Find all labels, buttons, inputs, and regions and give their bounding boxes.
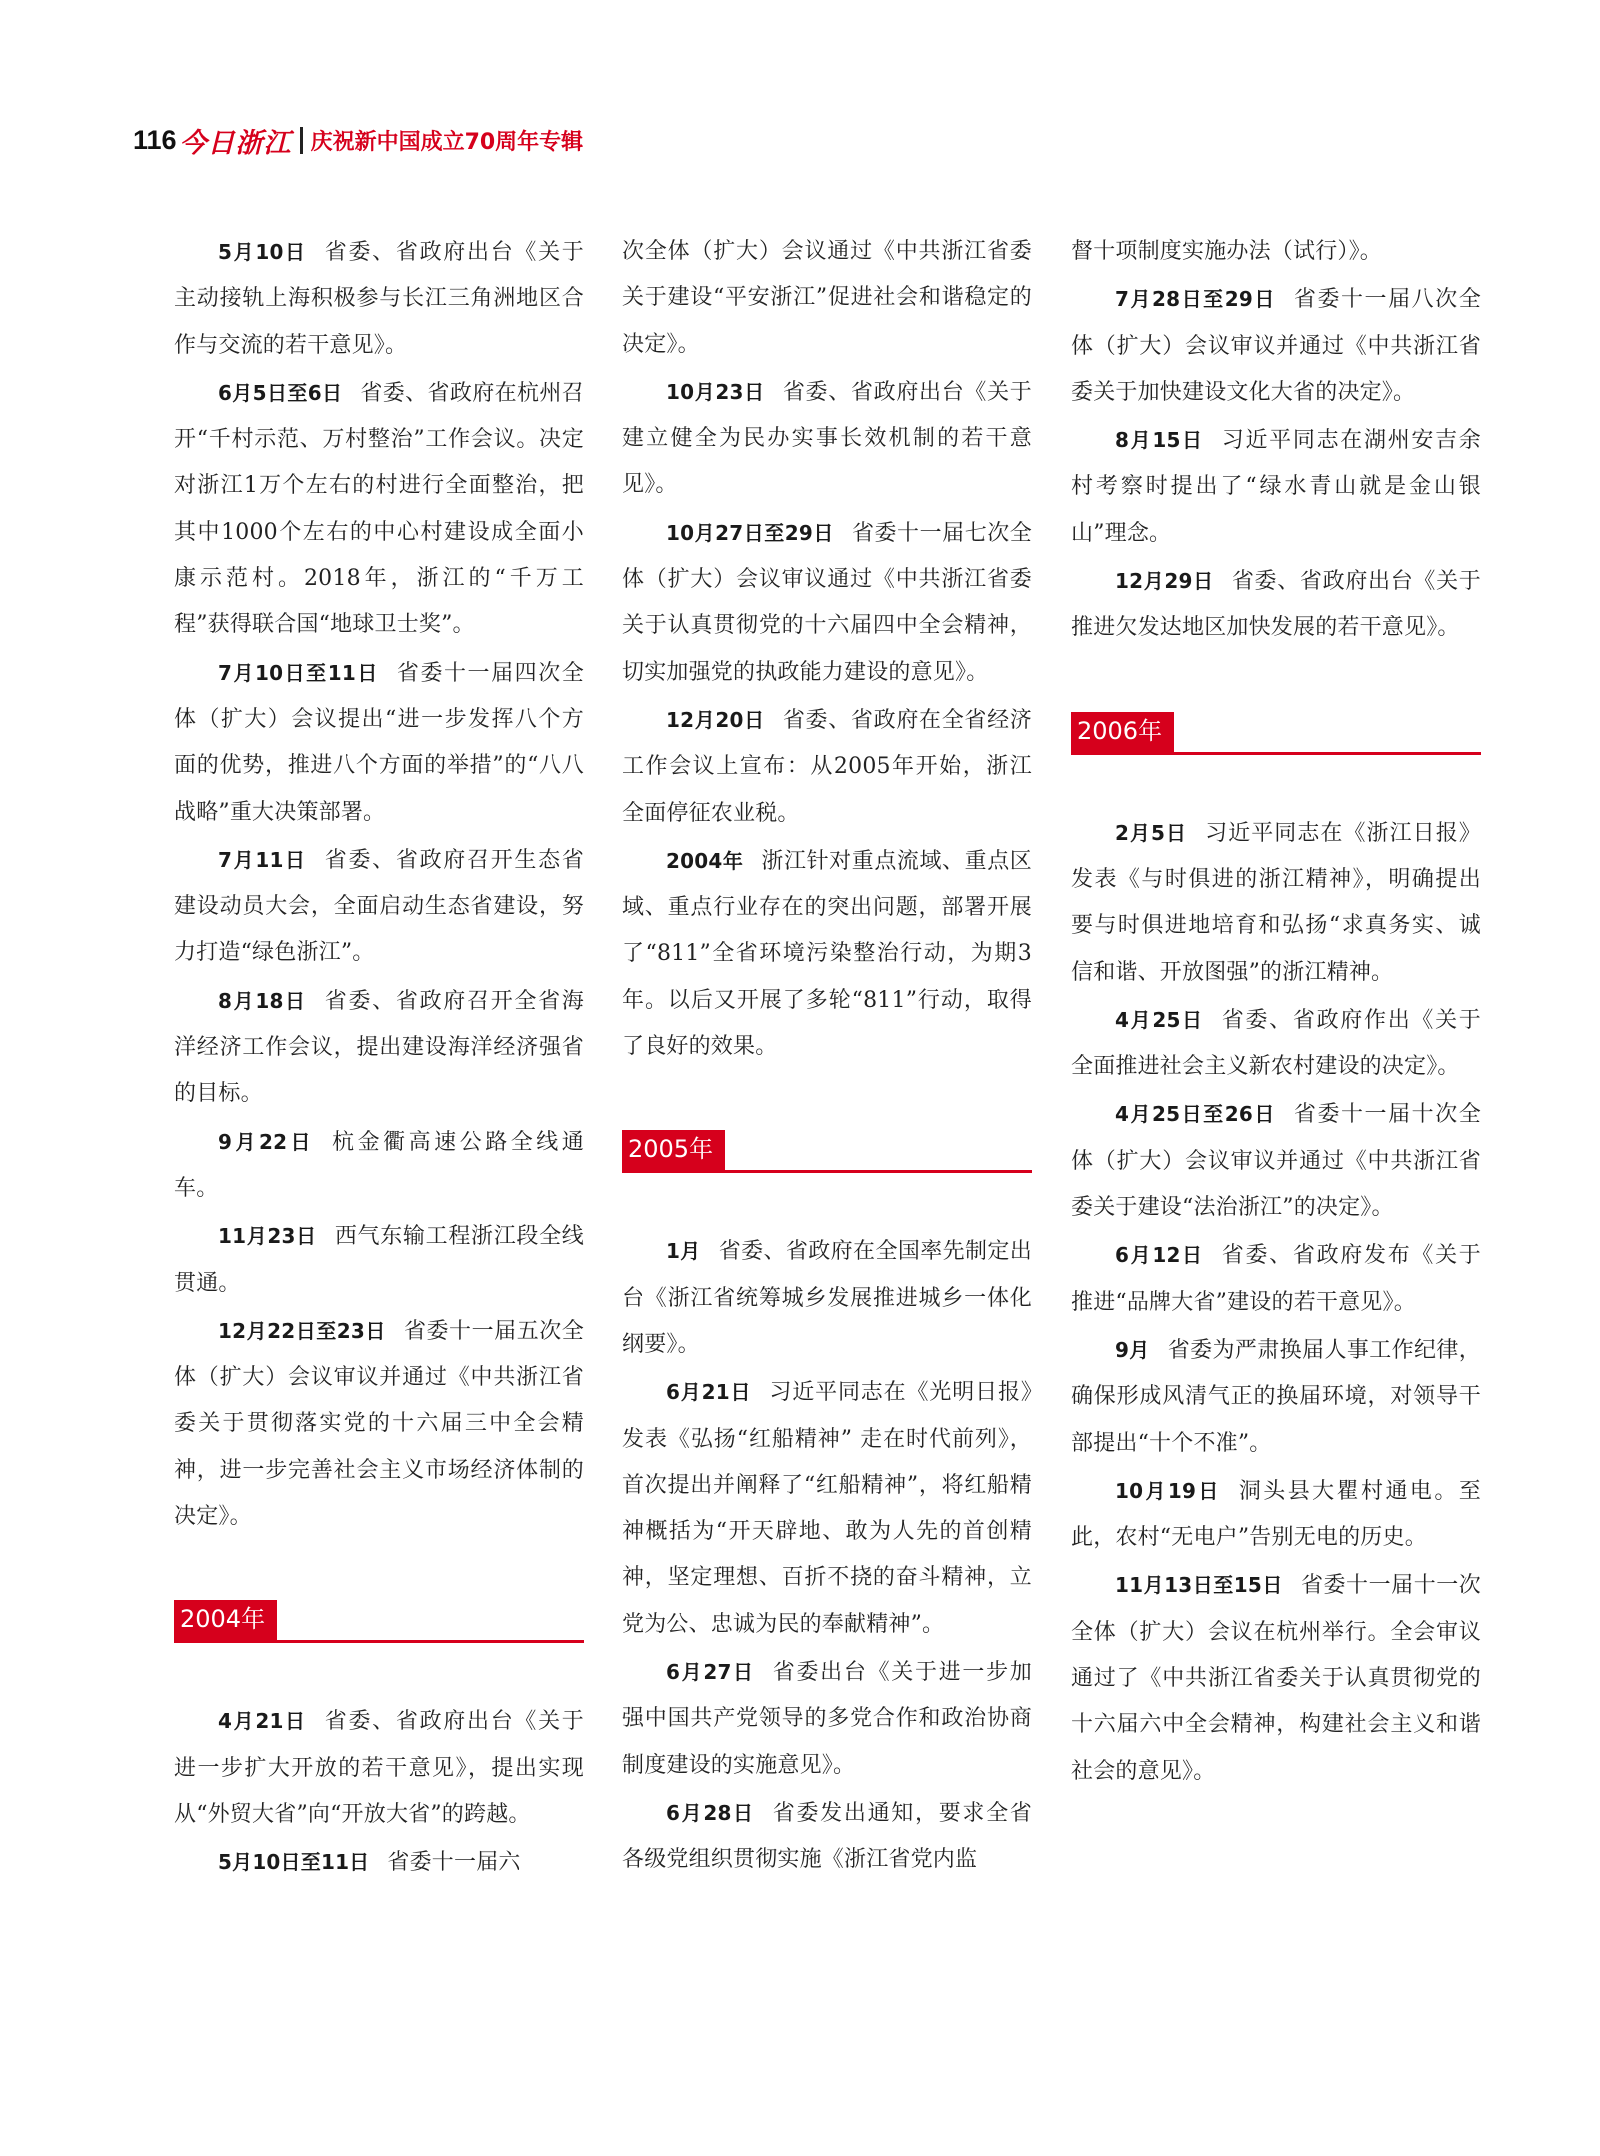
chronicle-entry — [622, 1369, 1032, 1648]
entry-date: 10月23日 — [666, 379, 765, 404]
entry-text: 省委、省政府在全国率先制定出台《浙江省统筹城乡发展推进城乡一体化纲要》。 — [622, 1239, 1032, 1357]
entry-date: 7月10日至11日 — [218, 660, 379, 685]
page-header — [133, 120, 583, 160]
entry-text: 督十项制度实施办法（试行）》。 — [1071, 239, 1383, 264]
entry-text: 省委、省政府作出《关于全面推进社会主义新农村建设的决定》。 — [1071, 1007, 1481, 1080]
entry-text: 省委十一届十一次全体（扩大）会议在杭州举行。全会审议通过了《中共浙江省委关于认真贯彻党的十六届六中全会精神，构建社会主义和谐社会的意见》。 — [1071, 1573, 1481, 1784]
entry-continuation — [622, 229, 1032, 368]
entry-date: 7月28日至29日 — [1115, 287, 1276, 312]
entry-text: 省委、省政府出台《关于进一步扩大开放的若干意见》，提出实现从“外贸大省”向“开放大省”的跨越。 — [174, 1709, 584, 1827]
entry-text: 省委、省政府出台《关于推进欠发达地区加快发展的若干意见》。 — [1071, 569, 1481, 641]
entry-date: 5月10日至11日 — [218, 1850, 370, 1875]
entry-text: 次全体（扩大）会议通过《中共浙江省委关于建设“平安浙江”促进社会和谐稳定的决定》。 — [622, 239, 1032, 357]
chronicle-entry — [174, 370, 584, 649]
year-label: 2006年 — [1071, 712, 1174, 752]
column-1 — [174, 229, 584, 1888]
chronicle-entry — [174, 1308, 584, 1540]
chronicle-entry — [1071, 1091, 1481, 1231]
entry-date: 10月19日 — [1115, 1478, 1221, 1503]
entry-continuation — [1071, 229, 1481, 275]
entry-text: 省委、省政府发布《关于推进“品牌大省”建设的若干意见》。 — [1071, 1243, 1481, 1315]
entry-text: 省委、省政府在杭州召开“千村示范、万村整治”工作会议。决定对浙江1万个左右的村进行全面整治，把其中1000个左右的中心村建设成全面小康示范村。2018年，浙江的“千万工程”获得联合国“地球卫士奖”。 — [174, 380, 584, 638]
entry-date: 8月18日 — [218, 988, 307, 1013]
entry-date: 2月5日 — [1115, 820, 1188, 845]
entry-date: 11月13日至15日 — [1115, 1573, 1283, 1598]
masthead-logo: 今日浙江 — [179, 127, 292, 159]
entry-date: 1月 — [666, 1239, 701, 1264]
entry-date: 12月29日 — [1115, 569, 1214, 594]
chronicle-entry — [622, 1649, 1032, 1789]
entry-date: 6月28日 — [666, 1800, 755, 1825]
chronicle-entry — [1071, 1468, 1481, 1562]
chronicle-entry — [622, 369, 1032, 509]
entry-date: 4月25日 — [1115, 1007, 1204, 1032]
entry-text: 省委出台《关于进一步加强中国共产党领导的多党合作和政治协商制度建设的实施意见》。 — [622, 1660, 1032, 1778]
entry-text: 省委、省政府在全省经济工作会议上宣布：从2005年开始，浙江全面停征农业税。 — [622, 707, 1032, 826]
header-divider — [300, 127, 303, 154]
chronicle-entry — [622, 510, 1032, 696]
entry-date: 6月12日 — [1115, 1243, 1204, 1268]
entry-text: 洞头县大瞿村通电。至此，农村“无电户”告别无电的历史。 — [1071, 1478, 1481, 1551]
chronicle-entry — [1071, 276, 1481, 416]
entry-date: 9月22日 — [218, 1129, 315, 1154]
chronicle-entry — [622, 1790, 1032, 1884]
entry-text: 省委十一届五次全体（扩大）会议审议并通过《中共浙江省委关于贯彻落实党的十六届三中全会精神，进一步完善社会主义市场经济体制的决定》。 — [174, 1318, 584, 1530]
entry-text: 省委、省政府出台《关于建立健全为民办实事长效机制的若干意见》。 — [622, 379, 1032, 498]
entry-date: 6月27日 — [666, 1660, 755, 1685]
entry-text: 省委十一届八次全体（扩大）会议审议并通过《中共浙江省委关于加快建设文化大省的决定》。 — [1071, 287, 1481, 405]
chronicle-entry — [174, 1213, 584, 1307]
chronicle-entry — [174, 837, 584, 977]
entry-text: 习近平同志在《光明日报》发表《弘扬“红船精神” 走在时代前列》，首次提出并阐释了“红船精神”，将红船精神概括为“开天辟地、敢为人先的首创精神，坚定理想、百折不挠的奋斗精神，立党为公、忠诚为民的奉献精神”。 — [622, 1380, 1032, 1637]
entry-text: 省委十一届十次全体（扩大）会议审议并通过《中共浙江省委关于建设“法治浙江”的决定》。 — [1071, 1102, 1481, 1221]
year-label: 2004年 — [174, 1600, 277, 1640]
chronicle-entry — [1071, 997, 1481, 1091]
chronicle-entry — [1071, 1232, 1481, 1326]
column-2 — [622, 229, 1032, 1885]
chronicle-entry — [1071, 1562, 1481, 1794]
year-section-header — [174, 1596, 584, 1643]
entry-text: 习近平同志在湖州安吉余村考察时提出了“绿水青山就是金山银山”理念。 — [1071, 428, 1481, 546]
entry-text: 省委、省政府出台《关于主动接轨上海积极参与长江三角洲地区合作与交流的若干意见》。 — [174, 240, 584, 358]
entry-text: 省委发出通知，要求全省各级党组织贯彻实施《浙江省党内监 — [622, 1800, 1032, 1873]
entry-date: 9月 — [1115, 1337, 1150, 1362]
chronicle-entry — [1071, 1327, 1481, 1467]
chronicle-entry — [1071, 810, 1481, 996]
year-section-header — [622, 1126, 1032, 1173]
entry-text: 省委十一届四次全体（扩大）会议提出“进一步发挥八个方面的优势，推进八个方面的举措”的“八八战略”重大决策部署。 — [174, 660, 584, 825]
column-3 — [1071, 229, 1481, 1796]
entry-text: 省委、省政府召开生态省建设动员大会，全面启动生态省建设，努力打造“绿色浙江”。 — [174, 847, 584, 966]
entry-date: 5月10日 — [218, 240, 307, 264]
page-number: 116 — [133, 124, 177, 155]
chronicle-entry — [174, 978, 584, 1118]
chronicle-entry — [174, 650, 584, 836]
entry-text: 习近平同志在《浙江日报》发表《与时俱进的浙江精神》，明确提出要与时俱进地培育和弘扬“求真务实、诚信和谐、开放图强”的浙江精神。 — [1071, 820, 1481, 985]
chronicle-entry — [174, 1698, 584, 1838]
chronicle-entry — [174, 229, 584, 369]
entry-date: 4月25日至26日 — [1115, 1102, 1276, 1127]
entry-text: 省委、省政府召开全省海洋经济工作会议，提出建设海洋经济强省的目标。 — [174, 988, 584, 1107]
entry-text: 杭金衢高速公路全线通车。 — [174, 1129, 584, 1201]
entry-date: 12月22日至23日 — [218, 1318, 386, 1343]
entry-date: 7月11日 — [218, 847, 307, 872]
chronicle-entry — [174, 1839, 584, 1886]
entry-date: 10月27日至29日 — [666, 520, 834, 545]
chronicle-entry — [174, 1119, 584, 1213]
entry-text: 浙江针对重点流域、重点区域、重点行业存在的突出问题，部署开展了“811”全省环境污染整治行动，为期3年。以后又开展了多轮“811”行动，取得了良好的效果。 — [622, 848, 1032, 1060]
chronicle-entry — [1071, 417, 1481, 557]
entry-text: 西气东输工程浙江段全线贯通。 — [174, 1224, 584, 1296]
year-label: 2005年 — [622, 1130, 725, 1170]
chronicle-entry — [1071, 558, 1481, 652]
chronicle-entry — [622, 1228, 1032, 1368]
special-issue-title: 庆祝新中国成立70周年专辑 — [310, 129, 584, 155]
entry-date: 8月15日 — [1115, 428, 1204, 453]
entry-date: 12月20日 — [666, 707, 765, 732]
entry-date: 11月23日 — [218, 1224, 317, 1249]
entry-text: 省委十一届七次全体（扩大）会议审议通过《中共浙江省委关于认真贯彻党的十六届四中全会精神，切实加强党的执政能力建设的意见》。 — [622, 520, 1032, 685]
entry-date: 6月21日 — [666, 1380, 752, 1405]
year-section-header — [1071, 708, 1481, 755]
chronicle-entry — [622, 838, 1032, 1070]
entry-text: 省委为严肃换届人事工作纪律，确保形成风清气正的换届环境，对领导干部提出“十个不准”。 — [1071, 1337, 1481, 1456]
entry-date: 4月21日 — [218, 1709, 307, 1734]
entry-date: 6月5日至6日 — [218, 380, 343, 405]
chronicle-entry — [622, 697, 1032, 837]
entry-date: 2004年 — [666, 848, 744, 873]
entry-text: 省委十一届六 — [387, 1850, 521, 1876]
